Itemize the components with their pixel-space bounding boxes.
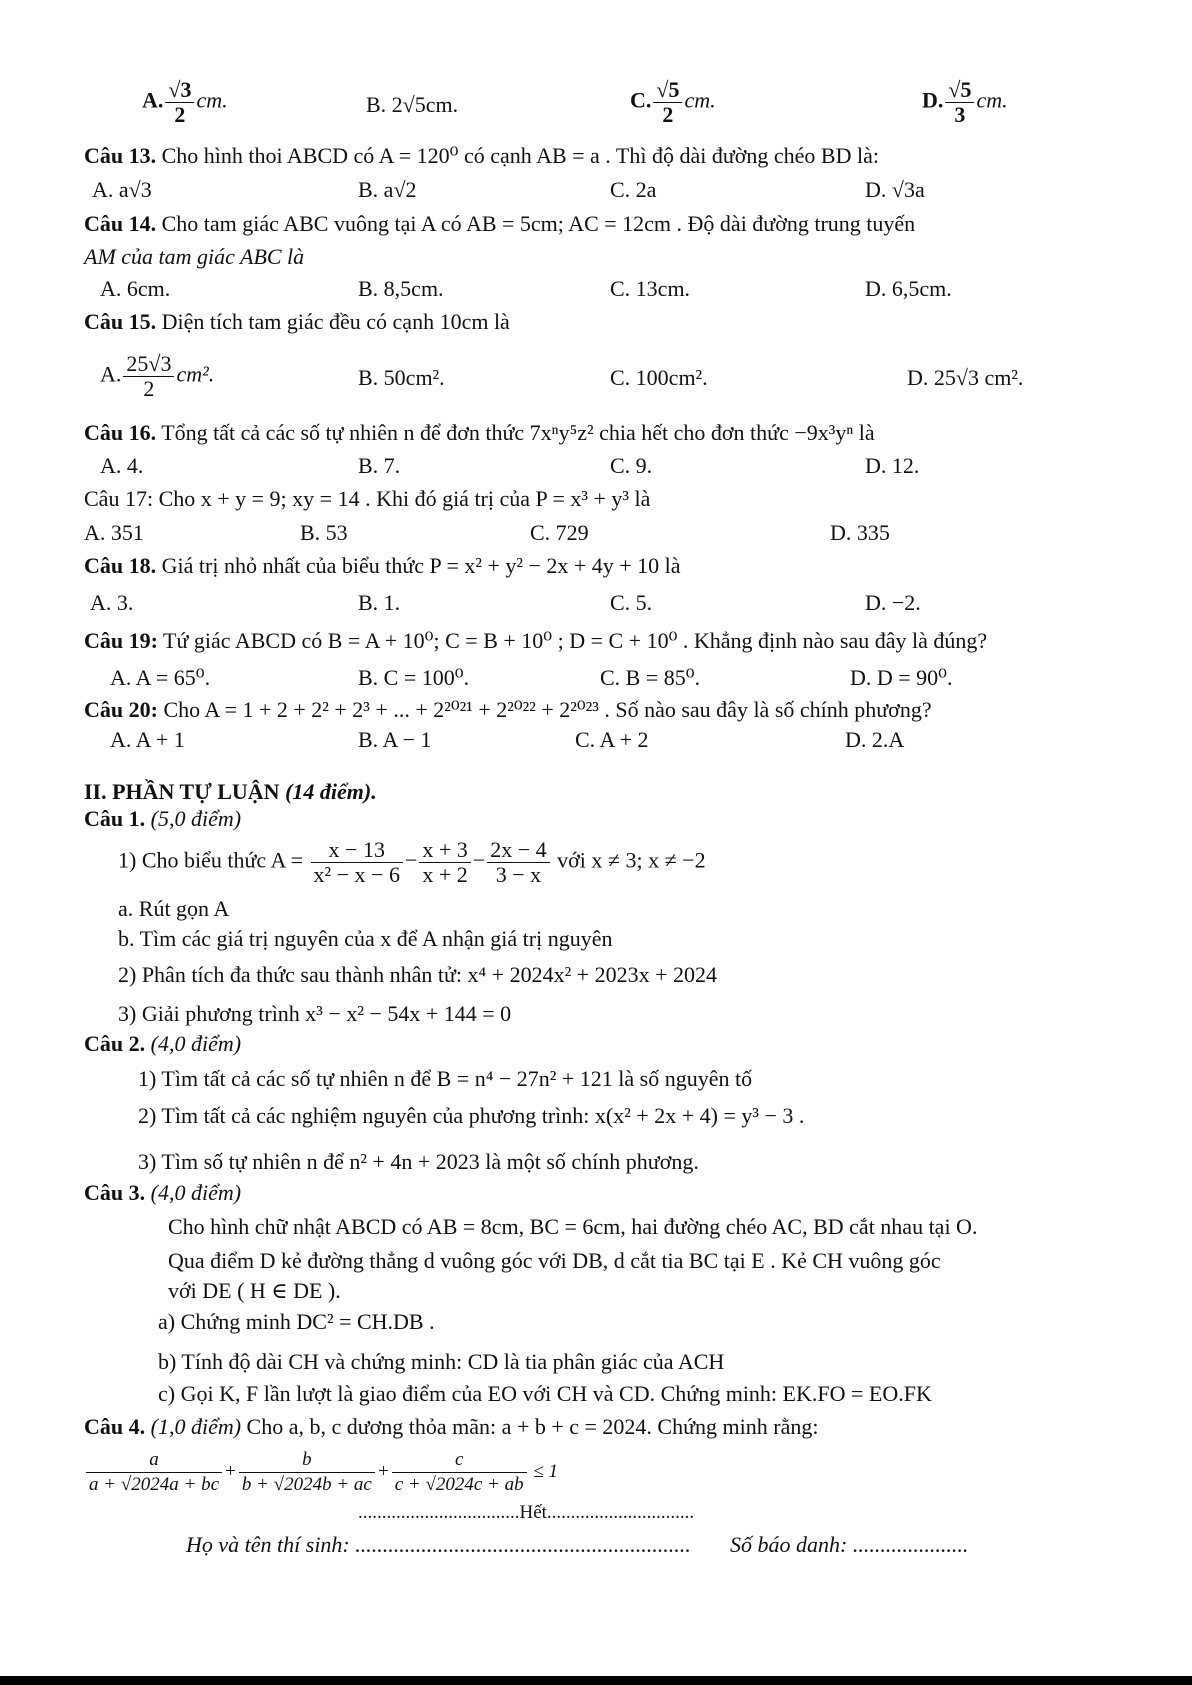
essay-q1-part3: 3) Giải phương trình x³ − x² − 54x + 144 = 0 xyxy=(118,1001,512,1026)
question-13: Câu 13. Cho hình thoi ABCD có A = 120⁰ có cạnh AB = a . Thì độ dài đường chéo BD là: xyxy=(84,143,879,168)
essay-q3-line1: Cho hình chữ nhật ABCD có AB = 8cm, BC = 6cm, hai đường chéo AC, BD cắt nhau tại O. xyxy=(168,1214,978,1239)
q13-option-b: B. a√2 xyxy=(358,177,417,202)
question-18: Câu 18. Giá trị nhỏ nhất của biểu thức P = x² + y² − 2x + 4y + 10 là xyxy=(84,553,681,578)
question-14-cont: AM của tam giác ABC là xyxy=(84,244,305,269)
question-19: Câu 19: Tứ giác ABCD có B = A + 10⁰; C = B + 10⁰ ; D = C + 10⁰ . Khẳng định nào sau đây là đúng? xyxy=(84,628,988,653)
question-17: Câu 17: Cho x + y = 9; xy = 14 . Khi đó giá trị của P = x³ + y³ là xyxy=(84,486,651,511)
essay-q3-c: c) Gọi K, F lần lượt là giao điểm của EO với CH và CD. Chứng minh: EK.FO = EO.FK xyxy=(158,1381,932,1406)
q14-option-c: C. 13cm. xyxy=(610,276,691,301)
q16-option-a: A. 4. xyxy=(100,453,144,478)
q13-option-a: A. a√3 xyxy=(92,177,152,202)
question-15: Câu 15. Diện tích tam giác đều có cạnh 10cm là xyxy=(84,309,510,334)
q16-option-c: C. 9. xyxy=(610,453,653,478)
question-16: Câu 16. Tổng tất cả các số tự nhiên n để đơn thức 7xⁿy⁵z² chia hết cho đơn thức −9x³yⁿ là xyxy=(84,420,875,445)
q20-option-c: C. A + 2 xyxy=(575,727,649,752)
question-14: Câu 14. Cho tam giác ABC vuông tại A có AB = 5cm; AC = 12cm . Độ dài đường trung tuyến xyxy=(84,211,916,236)
q18-option-d: D. −2. xyxy=(865,590,921,615)
q12-option-a: A. $\frac{√3}{2}$ cm. xyxy=(142,77,228,127)
essay-q4-inequality: $\frac{a}{a + √2024a + bc}$ + $\frac{b}{b + √2024b + ac}$ + $\frac{c}{c + √2024c + ab}$ ≤ 1 xyxy=(84,1448,558,1497)
q18-option-b: B. 1. xyxy=(358,590,401,615)
essay-q3-a: a) Chứng minh DC² = CH.DB . xyxy=(158,1309,435,1334)
question-20: Câu 20: Cho A = 1 + 2 + 2² + 2³ + ... + 2²⁰²¹ + 2²⁰²² + 2²⁰²³ . Số nào sau đây là số chính phương? xyxy=(84,697,932,722)
q12-option-d: D. $\frac{√5}{3}$ cm. xyxy=(922,77,1008,127)
q19-option-d: D. D = 90⁰. xyxy=(850,665,953,690)
essay-q2-part1: 1) Tìm tất cả các số tự nhiên n để B = n⁴ − 27n² + 121 là số nguyên tố xyxy=(138,1066,753,1091)
q18-option-c: C. 5. xyxy=(610,590,653,615)
candidate-number-field: Số báo danh: ..................... xyxy=(730,1532,969,1557)
essay-q2-part2: 2) Tìm tất cả các nghiệm nguyên của phương trình: x(x² + 2x + 4) = y³ − 3 . xyxy=(138,1103,805,1128)
q13-option-c: C. 2a xyxy=(610,177,657,202)
q20-option-d: D. 2.A xyxy=(845,727,905,752)
end-marker: ..................................Hết............................... xyxy=(358,1502,695,1523)
essay-q3-b: b) Tính độ dài CH và chứng minh: CD là tia phân giác của ACH xyxy=(158,1349,725,1374)
essay-q3-heading: Câu 3. (4,0 điểm) xyxy=(84,1180,242,1205)
q17-option-a: A. 351 xyxy=(84,520,144,545)
q19-option-c: C. B = 85⁰. xyxy=(600,665,701,690)
essay-q2-heading: Câu 2. (4,0 điểm) xyxy=(84,1031,242,1056)
q19-option-a: A. A = 65⁰. xyxy=(110,665,211,690)
essay-q1-part1: 1) Cho biểu thức A = $\frac{x - 13}{\text{x² − x − 6}}$ − $\frac{x + 3}{x + 2}$ − $\frac{2x - 4}{3 - x}$ với x ≠ 3; x ≠ −2 xyxy=(118,837,706,887)
q17-option-b: B. 53 xyxy=(300,520,348,545)
essay-q3-line2: Qua điểm D kẻ đường thẳng d vuông góc với DB, d cắt tia BC tại E . Kẻ CH vuông góc xyxy=(168,1248,941,1273)
essay-q1-a: a. Rút gọn A xyxy=(118,896,230,921)
essay-q1-b: b. Tìm các giá trị nguyên của x để A nhận giá trị nguyên xyxy=(118,926,613,951)
q14-option-a: A. 6cm. xyxy=(100,276,171,301)
q17-option-c: C. 729 xyxy=(530,520,589,545)
scan-bottom-bar xyxy=(0,1676,1192,1685)
essay-q4-heading: Câu 4. (1,0 điểm) Cho a, b, c dương thỏa mãn: a + b + c = 2024. Chứng minh rằng: xyxy=(84,1414,819,1439)
q20-option-b: B. A − 1 xyxy=(358,727,432,752)
essay-q1-heading: Câu 1. (5,0 điểm) xyxy=(84,806,242,831)
q14-option-d: D. 6,5cm. xyxy=(865,276,952,301)
candidate-name-field: Họ và tên thí sinh: ............................................................. xyxy=(186,1532,691,1557)
q13-option-d: D. √3a xyxy=(865,177,925,202)
q15-option-d: D. 25√3 cm². xyxy=(907,365,1024,390)
q12-option-c: C. $\frac{√5}{2}$ cm. xyxy=(630,77,716,127)
q16-option-d: D. 12. xyxy=(865,453,920,478)
q17-option-d: D. 335 xyxy=(830,520,890,545)
q20-option-a: A. A + 1 xyxy=(110,727,185,752)
q14-option-b: B. 8,5cm. xyxy=(358,276,444,301)
q18-option-a: A. 3. xyxy=(90,590,134,615)
q15-option-c: C. 100cm². xyxy=(610,365,708,390)
q15-option-b: B. 50cm². xyxy=(358,365,445,390)
essay-q1-part2: 2) Phân tích đa thức sau thành nhân tử: x⁴ + 2024x² + 2023x + 2024 xyxy=(118,962,717,987)
q19-option-b: B. C = 100⁰. xyxy=(358,665,470,690)
essay-q2-part3: 3) Tìm số tự nhiên n để n² + 4n + 2023 là một số chính phương. xyxy=(138,1149,699,1174)
part2-heading: II. PHẦN TỰ LUẬN (14 điểm). xyxy=(84,779,377,804)
q12-option-b: B. 2√5cm. xyxy=(366,92,459,117)
essay-q3-line3: với DE ( H ∈ DE ). xyxy=(168,1278,341,1303)
q16-option-b: B. 7. xyxy=(358,453,401,478)
q15-option-a: A. $\frac{25√3}{2}$ cm². xyxy=(100,351,215,401)
